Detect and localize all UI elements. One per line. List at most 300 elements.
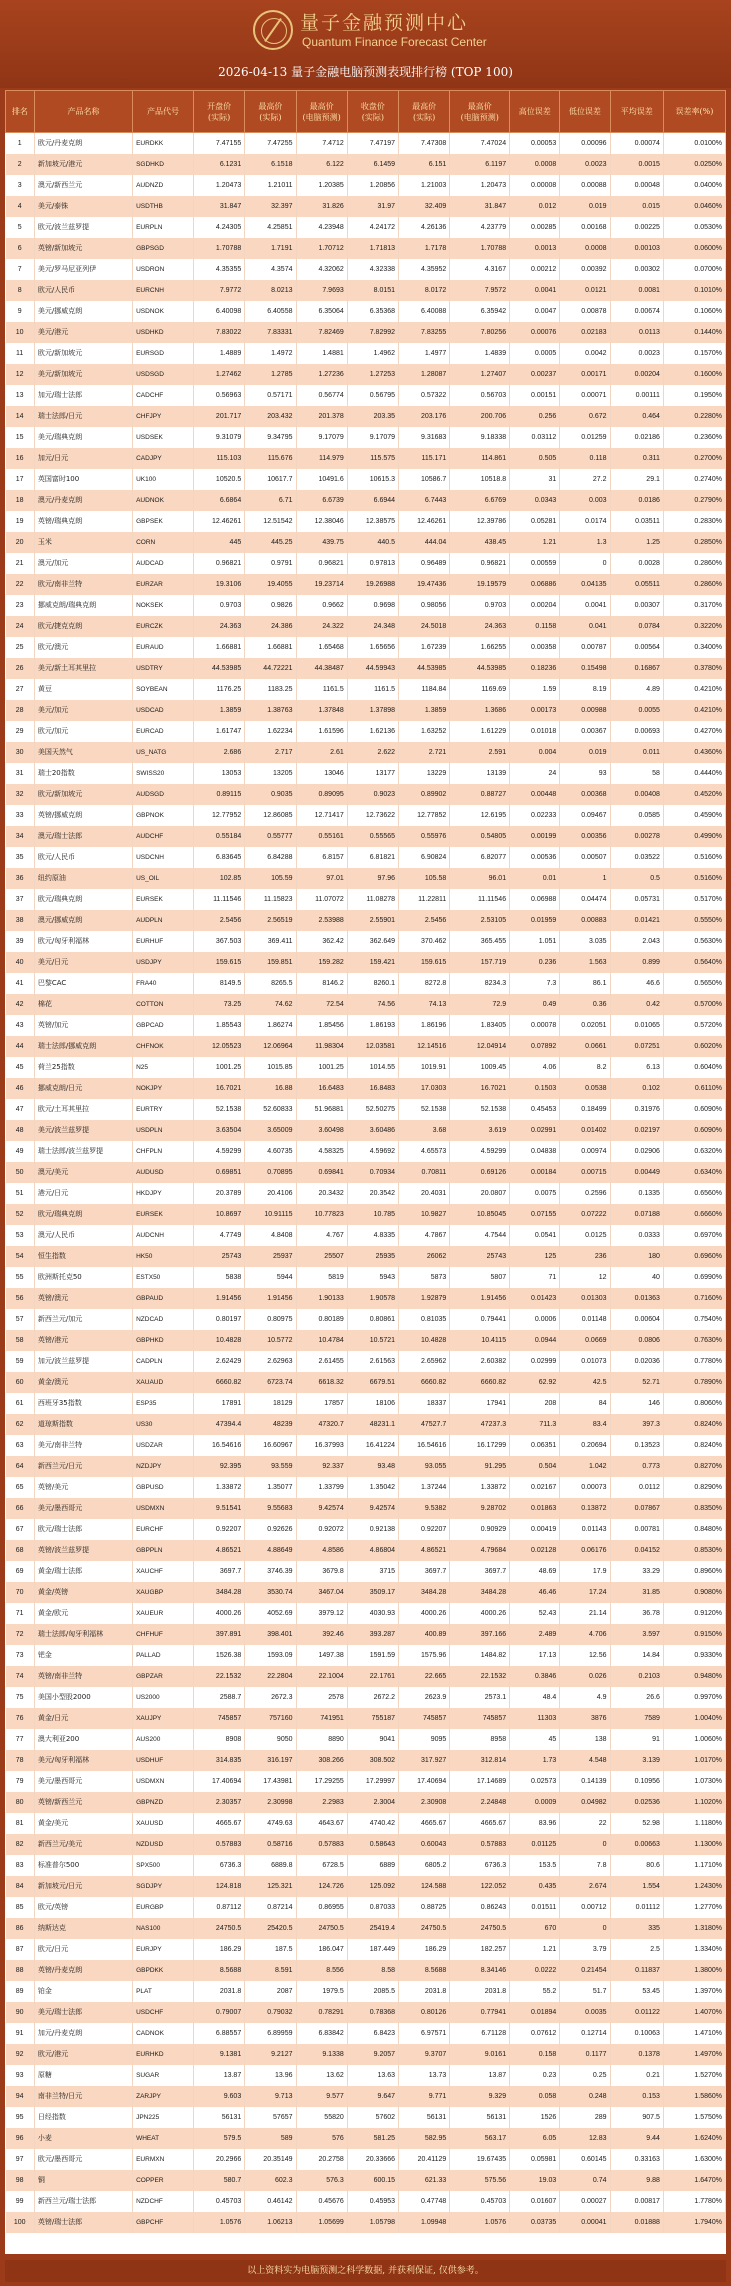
- table-cell: 6: [6, 238, 35, 259]
- table-cell: 0.1570%: [663, 343, 725, 364]
- table-cell: 9.31079: [193, 427, 244, 448]
- table-cell: 1.62136: [347, 721, 398, 742]
- table-cell: 1184.84: [399, 679, 450, 700]
- table-cell: AUDNOK: [133, 490, 194, 511]
- table-cell: 0.9703: [193, 595, 244, 616]
- table-cell: 0.058: [510, 2086, 560, 2107]
- column-header: 最高价 (电脑预测): [296, 91, 347, 133]
- table-cell: 576.3: [296, 2170, 347, 2191]
- table-cell: GBPCHF: [133, 2212, 194, 2233]
- table-cell: 7.83331: [245, 322, 296, 343]
- table-row: [6, 1456, 726, 1477]
- table-cell: 0.56774: [296, 385, 347, 406]
- table-row: [6, 952, 726, 973]
- table-cell: 1979.5: [296, 1981, 347, 2002]
- table-cell: 0.01125: [510, 1834, 560, 1855]
- table-cell: CHFNOK: [133, 1036, 194, 1057]
- table-cell: 24.348: [347, 616, 398, 637]
- table-cell: 236: [560, 1246, 610, 1267]
- table-row: [6, 1708, 726, 1729]
- table-cell: 12.39786: [450, 511, 510, 532]
- table-cell: 0: [560, 1834, 610, 1855]
- table-cell: 2.5: [610, 1939, 663, 1960]
- table-cell: 0.79007: [193, 2002, 244, 2023]
- table-row: [6, 2065, 726, 2086]
- table-cell: 0.00212: [510, 259, 560, 280]
- table-cell: 53: [6, 1225, 35, 1246]
- table-cell: EURCZK: [133, 616, 194, 637]
- table-cell: 9.329: [450, 2086, 510, 2107]
- table-cell: 73.25: [193, 994, 244, 1015]
- table-cell: 96.01: [450, 868, 510, 889]
- table-cell: 0.31976: [610, 1099, 663, 1120]
- table-cell: 0.5: [610, 868, 663, 889]
- table-cell: 62: [6, 1414, 35, 1435]
- table-cell: 16.60967: [245, 1435, 296, 1456]
- table-cell: 1.0576: [193, 2212, 244, 2233]
- table-cell: 3.60498: [296, 1120, 347, 1141]
- table-cell: 南非兰特/日元: [34, 2086, 132, 2107]
- table-cell: 0.58643: [347, 1834, 398, 1855]
- table-cell: 0.01: [510, 868, 560, 889]
- table-cell: 0.02186: [610, 427, 663, 448]
- table-cell: 97.96: [347, 868, 398, 889]
- table-cell: 0.79032: [245, 2002, 296, 2023]
- table-cell: 2.3004: [347, 1792, 398, 1813]
- table-cell: 英镑/澳元: [34, 1288, 132, 1309]
- table-cell: 0.80975: [245, 1309, 296, 1330]
- table-cell: 1.91456: [450, 1288, 510, 1309]
- table-cell: 20.41129: [399, 2149, 450, 2170]
- table-cell: 0.02128: [510, 1540, 560, 1561]
- table-cell: GBPSGD: [133, 238, 194, 259]
- table-cell: 8.5688: [193, 1960, 244, 1981]
- table-cell: 10615.3: [347, 469, 398, 490]
- table-cell: 56131: [399, 2107, 450, 2128]
- table-cell: 0.80126: [399, 2002, 450, 2023]
- table-cell: 6660.82: [399, 1372, 450, 1393]
- table-cell: 74.56: [347, 994, 398, 1015]
- table-cell: 42.5: [560, 1372, 610, 1393]
- table-cell: 0.00237: [510, 364, 560, 385]
- table-cell: 0.8350%: [663, 1498, 725, 1519]
- table-cell: 20.2758: [296, 2149, 347, 2170]
- table-cell: 0.1600%: [663, 364, 725, 385]
- table-cell: 0.96821: [296, 553, 347, 574]
- table-cell: 1.5860%: [663, 2086, 725, 2107]
- table-cell: 6.88557: [193, 2023, 244, 2044]
- table-cell: 0.8480%: [663, 1519, 725, 1540]
- table-row: [6, 1582, 726, 1603]
- table-cell: 98: [6, 2170, 35, 2191]
- table-cell: 0.6090%: [663, 1120, 725, 1141]
- table-cell: 西班牙35指数: [34, 1393, 132, 1414]
- table-row: [6, 1729, 726, 1750]
- table-cell: 0.153: [610, 2086, 663, 2107]
- table-cell: USDNOK: [133, 301, 194, 322]
- table-cell: 17857: [296, 1393, 347, 1414]
- table-cell: 0.00674: [610, 301, 663, 322]
- table-cell: 41: [6, 973, 35, 994]
- table-cell: EURTRY: [133, 1099, 194, 1120]
- table-cell: 31: [6, 763, 35, 784]
- column-header: 产品代号: [133, 91, 194, 133]
- table-cell: 43: [6, 1015, 35, 1036]
- table-cell: 55820: [296, 2107, 347, 2128]
- table-cell: US30: [133, 1414, 194, 1435]
- table-cell: 13.87: [193, 2065, 244, 2086]
- table-cell: 4740.42: [347, 1813, 398, 1834]
- table-cell: 44.53985: [399, 658, 450, 679]
- table-cell: 71: [6, 1603, 35, 1624]
- table-cell: 1.0730%: [663, 1771, 725, 1792]
- table-cell: 0.00048: [610, 175, 663, 196]
- table-cell: 0.01511: [510, 1897, 560, 1918]
- table-cell: 4.59299: [450, 1141, 510, 1162]
- table-cell: 3484.28: [450, 1582, 510, 1603]
- table-cell: 13046: [296, 763, 347, 784]
- table-cell: XAUAUD: [133, 1372, 194, 1393]
- table-cell: 61: [6, 1393, 35, 1414]
- table-cell: 20.33666: [347, 2149, 398, 2170]
- table-cell: GBPDKK: [133, 1960, 194, 1981]
- table-cell: 1019.91: [399, 1057, 450, 1078]
- table-cell: 0.04474: [560, 889, 610, 910]
- table-cell: 8908: [193, 1729, 244, 1750]
- table-cell: 0.00111: [610, 385, 663, 406]
- table-cell: 4.06: [510, 1057, 560, 1078]
- table-cell: 标准普尔500: [34, 1855, 132, 1876]
- table-cell: 362.42: [296, 931, 347, 952]
- table-cell: 48239: [245, 1414, 296, 1435]
- table-cell: 0.0530%: [663, 217, 725, 238]
- table-cell: 4749.63: [245, 1813, 296, 1834]
- table-cell: 1.27253: [347, 364, 398, 385]
- table-cell: 0.00974: [560, 1141, 610, 1162]
- table-cell: 4.35952: [399, 259, 450, 280]
- table-cell: 24.5018: [399, 616, 450, 637]
- table-cell: 0.6560%: [663, 1183, 725, 1204]
- table-cell: 12.46261: [399, 511, 450, 532]
- table-cell: 25743: [450, 1246, 510, 1267]
- table-cell: 46.6: [610, 973, 663, 994]
- table-cell: 0.00168: [560, 217, 610, 238]
- table-cell: 0.2790%: [663, 490, 725, 511]
- table-cell: US_NATG: [133, 742, 194, 763]
- table-cell: 1.2430%: [663, 1876, 725, 1897]
- table-cell: 13053: [193, 763, 244, 784]
- table-cell: 1.4977: [399, 343, 450, 364]
- table-cell: 2.489: [510, 1624, 560, 1645]
- table-cell: 英镑/新加坡元: [34, 238, 132, 259]
- table-cell: 0.3846: [510, 1666, 560, 1687]
- table-cell: 11.07072: [296, 889, 347, 910]
- table-cell: 186.29: [399, 1939, 450, 1960]
- table-cell: 0.0055: [610, 700, 663, 721]
- table-cell: XAUGBP: [133, 1582, 194, 1603]
- table-cell: 1.563: [560, 952, 610, 973]
- table-cell: 7.82992: [347, 322, 398, 343]
- table-cell: 400.89: [399, 1624, 450, 1645]
- table-cell: 393.287: [347, 1624, 398, 1645]
- table-cell: 84: [6, 1876, 35, 1897]
- table-cell: 6.84288: [245, 847, 296, 868]
- table-cell: 4.7544: [450, 1225, 510, 1246]
- table-cell: 397.891: [193, 1624, 244, 1645]
- table-cell: 76: [6, 1708, 35, 1729]
- table-cell: 17: [6, 469, 35, 490]
- table-cell: EURSGD: [133, 343, 194, 364]
- table-cell: XAUEUR: [133, 1603, 194, 1624]
- table-cell: 12.14516: [399, 1036, 450, 1057]
- table-cell: 4.24305: [193, 217, 244, 238]
- table-cell: 1.86193: [347, 1015, 398, 1036]
- table-cell: 25507: [296, 1246, 347, 1267]
- table-cell: 0.011: [610, 742, 663, 763]
- table-cell: 0.00604: [610, 1309, 663, 1330]
- table-cell: 英镑/丹麦克朗: [34, 1960, 132, 1981]
- table-cell: 0.00088: [560, 175, 610, 196]
- table-cell: 670: [510, 1918, 560, 1939]
- table-cell: 48.69: [510, 1561, 560, 1582]
- table-cell: CHFJPY: [133, 406, 194, 427]
- table-cell: 0.88725: [399, 1897, 450, 1918]
- table-cell: 83.96: [510, 1813, 560, 1834]
- table-cell: EURPLN: [133, 217, 194, 238]
- column-header: 平均误差: [610, 91, 663, 133]
- table-cell: 745857: [193, 1708, 244, 1729]
- table-cell: 0.1950%: [663, 385, 725, 406]
- table-cell: 0.0400%: [663, 175, 725, 196]
- table-cell: 9.2127: [245, 2044, 296, 2065]
- table-cell: 44.72221: [245, 658, 296, 679]
- table-cell: 英镑/港元: [34, 1330, 132, 1351]
- table-cell: 1.66255: [450, 637, 510, 658]
- table-cell: 115.676: [245, 448, 296, 469]
- table-cell: 1.86274: [245, 1015, 296, 1036]
- table-cell: 0.4210%: [663, 679, 725, 700]
- table-cell: 42: [6, 994, 35, 1015]
- column-header: 最高价 (电脑预测): [450, 91, 510, 133]
- table-cell: 11.15823: [245, 889, 296, 910]
- table-cell: 8234.3: [450, 973, 510, 994]
- table-cell: 黄金/美元: [34, 1813, 132, 1834]
- table-cell: 17.29255: [296, 1771, 347, 1792]
- table-cell: 78: [6, 1750, 35, 1771]
- table-cell: 87: [6, 1939, 35, 1960]
- table-cell: 1001.25: [193, 1057, 244, 1078]
- table-cell: 11.22811: [399, 889, 450, 910]
- table-cell: 1.27407: [450, 364, 510, 385]
- table-cell: 124.726: [296, 1876, 347, 1897]
- table-cell: 0.01421: [610, 910, 663, 931]
- table-row: [6, 616, 726, 637]
- table-cell: 0.1378: [610, 2044, 663, 2065]
- table-cell: 0.00096: [560, 133, 610, 154]
- table-cell: 1.27236: [296, 364, 347, 385]
- table-cell: 0.2700%: [663, 448, 725, 469]
- ranking-table: [5, 90, 726, 2233]
- table-cell: 6.1459: [347, 154, 398, 175]
- table-cell: 0.102: [610, 1078, 663, 1099]
- table-cell: 0.87214: [245, 1897, 296, 1918]
- table-cell: 13.63: [347, 2065, 398, 2086]
- table-cell: 73: [6, 1645, 35, 1666]
- table-cell: 1.63252: [399, 721, 450, 742]
- table-cell: 59: [6, 1351, 35, 1372]
- table-row: [6, 931, 726, 952]
- table-cell: 153.5: [510, 1855, 560, 1876]
- table-cell: 80.6: [610, 1855, 663, 1876]
- table-cell: 5943: [347, 1267, 398, 1288]
- table-cell: NZDCHF: [133, 2191, 194, 2212]
- table-cell: 1.20856: [347, 175, 398, 196]
- table-row: [6, 2191, 726, 2212]
- table-cell: EURSEK: [133, 1204, 194, 1225]
- table-cell: 0.00356: [560, 826, 610, 847]
- table-row: [6, 322, 726, 343]
- table-cell: 美元/墨西哥元: [34, 1498, 132, 1519]
- table-row: [6, 2170, 726, 2191]
- table-cell: USDJPY: [133, 952, 194, 973]
- table-cell: HKDJPY: [133, 1183, 194, 1204]
- table-cell: 1.61229: [450, 721, 510, 742]
- table-cell: 0.45953: [347, 2191, 398, 2212]
- table-cell: 11.98304: [296, 1036, 347, 1057]
- table-cell: 180: [610, 1246, 663, 1267]
- table-cell: 44.38487: [296, 658, 347, 679]
- table-cell: 10.4784: [296, 1330, 347, 1351]
- table-cell: 0.01402: [560, 1120, 610, 1141]
- table-cell: 9.34795: [245, 427, 296, 448]
- table-row: [6, 301, 726, 322]
- table-cell: CADCHF: [133, 385, 194, 406]
- table-cell: 巴黎CAC: [34, 973, 132, 994]
- table-cell: 10617.7: [245, 469, 296, 490]
- table-cell: 367.503: [193, 931, 244, 952]
- table-cell: 200.706: [450, 406, 510, 427]
- table-cell: 6.35942: [450, 301, 510, 322]
- table-cell: 0.6040%: [663, 1057, 725, 1078]
- table-cell: 49: [6, 1141, 35, 1162]
- table-cell: 582.95: [399, 2128, 450, 2149]
- table-cell: 445.25: [245, 532, 296, 553]
- table-cell: 31: [510, 469, 560, 490]
- table-cell: 4.7867: [399, 1225, 450, 1246]
- table-cell: 1.4889: [193, 343, 244, 364]
- table-cell: 3.68: [399, 1120, 450, 1141]
- table-cell: EURJPY: [133, 1939, 194, 1960]
- table-row: [6, 1351, 726, 1372]
- table-cell: 1009.45: [450, 1057, 510, 1078]
- table-row: [6, 1666, 726, 1687]
- table-cell: 0.07612: [510, 2023, 560, 2044]
- table-cell: 12.56: [560, 1645, 610, 1666]
- table-cell: 0.09467: [560, 805, 610, 826]
- table-cell: 9.2057: [347, 2044, 398, 2065]
- table-cell: 欧元/日元: [34, 1939, 132, 1960]
- table-cell: 0.0125: [560, 1225, 610, 1246]
- table-row: [6, 742, 726, 763]
- table-cell: 26062: [399, 1246, 450, 1267]
- table-cell: 0.80197: [193, 1309, 244, 1330]
- table-cell: 48.4: [510, 1687, 560, 1708]
- table-cell: AUDCNH: [133, 1225, 194, 1246]
- table-cell: 英国富时100: [34, 469, 132, 490]
- table-cell: 0.10956: [610, 1771, 663, 1792]
- table-cell: 0.00419: [510, 1519, 560, 1540]
- table-cell: 9.1381: [193, 2044, 244, 2065]
- table-cell: 7.4712: [296, 133, 347, 154]
- table-cell: USDPLN: [133, 1120, 194, 1141]
- table-cell: 3467.04: [296, 1582, 347, 1603]
- table-cell: 1.37848: [296, 700, 347, 721]
- table-row: [6, 427, 726, 448]
- table-cell: 0.899: [610, 952, 663, 973]
- table-cell: 0.00715: [560, 1162, 610, 1183]
- table-cell: 澳元/加元: [34, 553, 132, 574]
- table-cell: 48: [6, 1120, 35, 1141]
- table-cell: 20.3542: [347, 1183, 398, 1204]
- table-cell: 32: [6, 784, 35, 805]
- table-cell: 2.674: [560, 1876, 610, 1897]
- table-cell: 12.86085: [245, 805, 296, 826]
- table-cell: 2.5456: [193, 910, 244, 931]
- column-header: 误差率(%): [663, 91, 725, 133]
- table-cell: 美元/罗马尼亚列伊: [34, 259, 132, 280]
- table-cell: 0.2740%: [663, 469, 725, 490]
- table-cell: 0.0075: [510, 1183, 560, 1204]
- table-cell: 4.88649: [245, 1540, 296, 1561]
- table-cell: 10.91115: [245, 1204, 296, 1225]
- table-cell: 66: [6, 1498, 35, 1519]
- table-cell: 0.00693: [610, 721, 663, 742]
- table-cell: 0.01423: [510, 1288, 560, 1309]
- table-cell: 398.401: [245, 1624, 296, 1645]
- table-cell: 8.0172: [399, 280, 450, 301]
- table-cell: 1.66881: [193, 637, 244, 658]
- table-cell: 2.53105: [450, 910, 510, 931]
- table-cell: 0.23: [510, 2065, 560, 2086]
- table-cell: 1.20473: [193, 175, 244, 196]
- table-cell: 0.89115: [193, 784, 244, 805]
- table-cell: 0.92072: [296, 1519, 347, 1540]
- table-cell: 0.01018: [510, 721, 560, 742]
- table-cell: 0.86955: [296, 1897, 347, 1918]
- table-cell: 0.96821: [193, 553, 244, 574]
- table-cell: 欧洲斯托克50: [34, 1267, 132, 1288]
- table-cell: 10586.7: [399, 469, 450, 490]
- table-cell: 16.37993: [296, 1435, 347, 1456]
- table-cell: 1161.5: [296, 679, 347, 700]
- table-cell: 0.78368: [347, 2002, 398, 2023]
- table-cell: 0.6960%: [663, 1246, 725, 1267]
- table-cell: 0.5160%: [663, 847, 725, 868]
- table-cell: 10518.8: [450, 469, 510, 490]
- table-row: [6, 1141, 726, 1162]
- table-row: [6, 448, 726, 469]
- table-row: [6, 1603, 726, 1624]
- table-cell: NAS100: [133, 1918, 194, 1939]
- table-cell: 13.62: [296, 2065, 347, 2086]
- table-cell: HK50: [133, 1246, 194, 1267]
- table-row: [6, 1834, 726, 1855]
- table-cell: 71: [510, 1267, 560, 1288]
- table-cell: 1.5750%: [663, 2107, 725, 2128]
- table-cell: 0.4270%: [663, 721, 725, 742]
- table-cell: 9.55683: [245, 1498, 296, 1519]
- table-cell: 0.4520%: [663, 784, 725, 805]
